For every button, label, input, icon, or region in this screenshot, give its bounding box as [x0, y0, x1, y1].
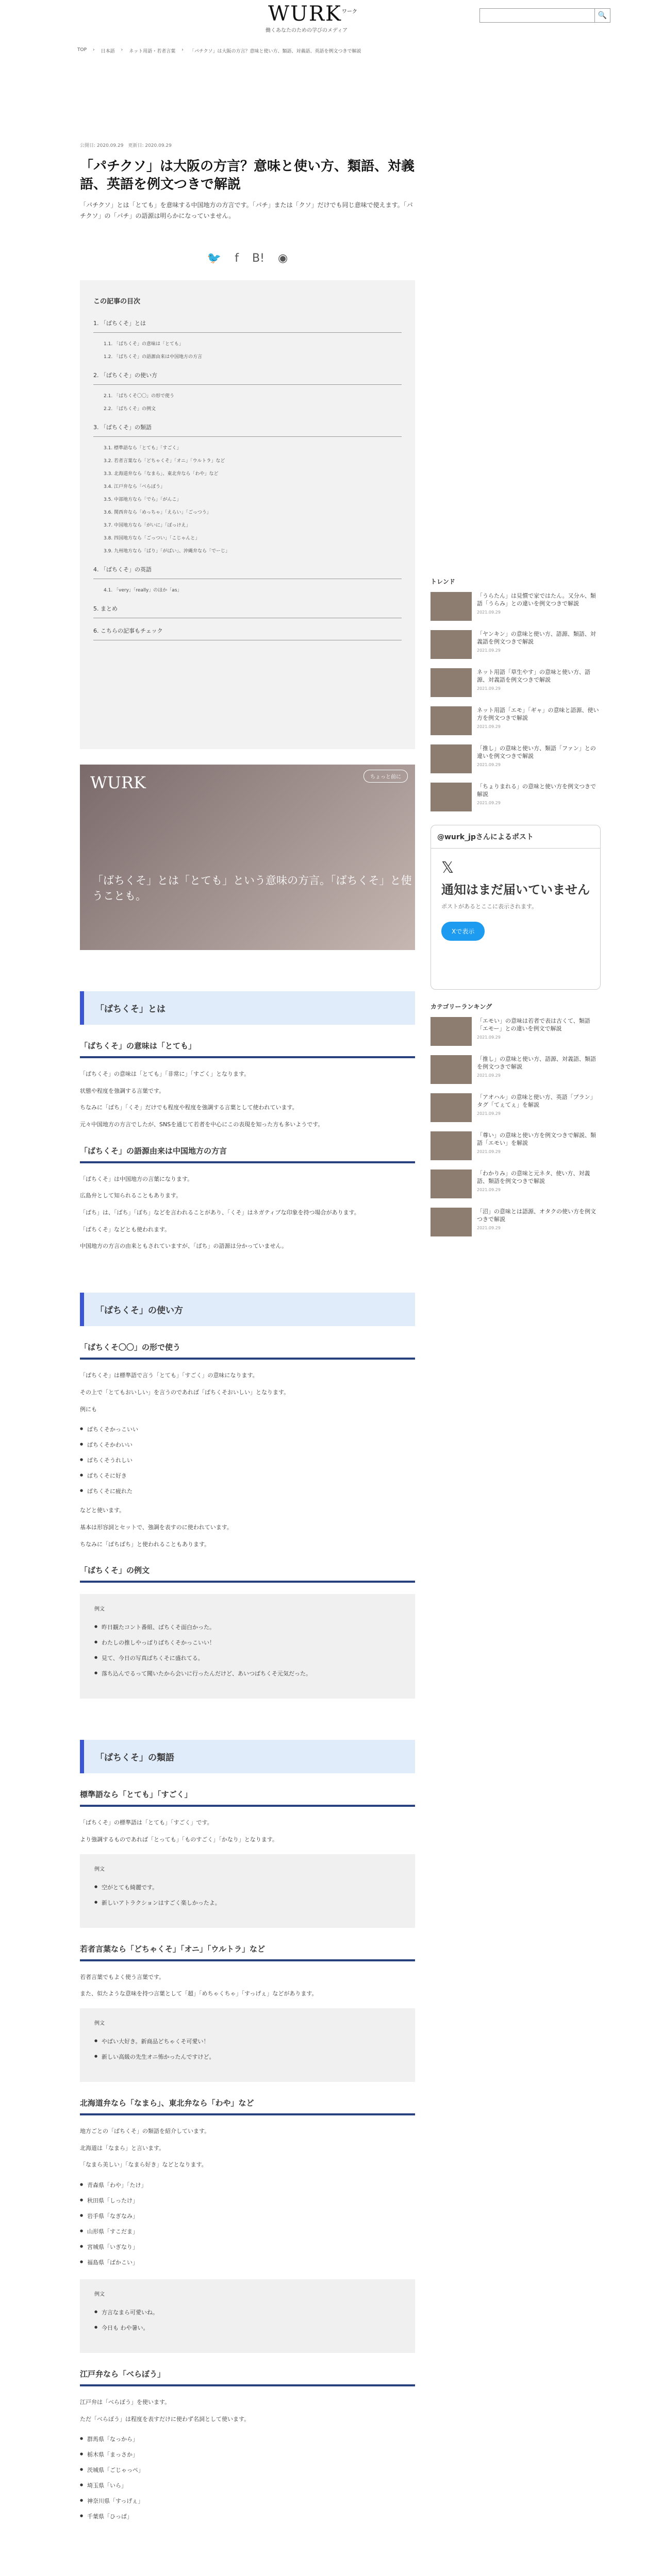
article-dates — [80, 142, 415, 148]
ranking-item-date: 2021.09.29 — [477, 1111, 501, 1116]
trends-item[interactable] — [431, 706, 601, 736]
trends-thumbnail[interactable] — [431, 668, 472, 697]
bullet-item: ● ばちくそに好き — [80, 1468, 415, 1483]
paragraph: 基本は形容詞とセットで、強調を表すのに使われています。 — [80, 1523, 233, 1531]
example-list — [94, 2304, 401, 2335]
article-main — [80, 82, 415, 2531]
toc-subitem[interactable]: 1.1. 「ばちくそ」の意味は「とても」 — [104, 341, 184, 347]
ranking-text — [477, 1017, 601, 1047]
example-label: 例文 — [94, 1606, 105, 1613]
trends-item-date: 2021.09.29 — [477, 686, 501, 691]
table-of-contents — [80, 280, 415, 749]
paragraph: ちなみに「ばちばち」と使われることもあります。 — [80, 1540, 210, 1548]
ranking-item[interactable] — [431, 1017, 601, 1047]
example-item: ● わたしの推しやっぱりばちくそかっこいい！ — [94, 1635, 401, 1650]
paragraph: 例にも — [80, 1405, 97, 1413]
breadcrumb-item[interactable]: 日本語 — [101, 49, 115, 54]
ranking-item-title[interactable]: 「沼」の意味とは語源、オタクの使い方を例文つきで解説 — [477, 1208, 596, 1223]
hero-image — [80, 765, 415, 950]
x-embed — [431, 825, 601, 990]
trends-thumbnail[interactable] — [431, 630, 472, 659]
example-item: ● 新しいアトラクションはすごく楽しかったよ。 — [94, 1895, 401, 1910]
toc-item[interactable]: 3. 「ばちくそ」の類語 — [93, 423, 402, 437]
example-label: 例文 — [94, 2292, 105, 2298]
example-box — [80, 2008, 415, 2082]
search-input[interactable] — [480, 9, 594, 22]
ranking-item[interactable] — [431, 1131, 601, 1161]
toc-subitem[interactable]: 3.7. 中国地方なら「がいに」「ぼっけえ」 — [104, 522, 191, 528]
subsection-heading: 「ばちくそ」の語源由来は中国地方の方言 — [80, 1145, 415, 1163]
bullet-item: ● 群馬県「なっから」 — [80, 2431, 415, 2447]
example-box — [80, 2279, 415, 2353]
x-logo-icon: 𝕏 — [441, 859, 454, 877]
bullet-item: ● 茨城県「ごじゃっぺ」 — [80, 2462, 415, 2478]
trends-text — [477, 592, 601, 622]
ranking-item[interactable] — [431, 1093, 601, 1123]
toc-subitem[interactable]: 3.4. 江戸弁なら「べらぼう」 — [104, 484, 166, 489]
paragraph: 「ばちくそ」は中国地方の言葉になります。 — [80, 1175, 193, 1182]
ranking-text — [477, 1170, 601, 1199]
toc-subitem[interactable]: 3.1. 標準語なら「とても」「すごく」 — [104, 445, 181, 451]
toc-item[interactable]: 5. まとめ — [93, 604, 402, 618]
paragraph: 「ばちくそ」は標準語で言う「とても」「すごく」の意味になります。 — [80, 1372, 258, 1379]
bullet-item: ● 秋田県「しったけ」 — [80, 2193, 415, 2208]
example-label: 例文 — [94, 1866, 105, 1872]
section-heading: 「ばちくそ」とは — [80, 991, 415, 1025]
ranking-text — [477, 1093, 601, 1123]
toc-subitem[interactable]: 3.5. 中部地方なら「でら」「がんこ」 — [104, 497, 181, 502]
ranking-item-date: 2021.09.29 — [477, 1225, 501, 1230]
toc-subitem[interactable]: 3.6. 関西弁なら「めっちゃ」「えらい」「ごっつう」 — [104, 510, 211, 515]
paragraph: ちなみに「ばち」「くそ」だけでも程度や程度を強調する言葉として使われています。 — [80, 1104, 298, 1111]
ranking-text — [477, 1131, 601, 1161]
bullet-list — [80, 1421, 415, 1499]
paragraph: 広島弁として知られることもあります。 — [80, 1192, 182, 1199]
bullet-item: ● 埼玉県「いら」 — [80, 2478, 415, 2493]
toc-subitem[interactable]: 1.2. 「ばちくそ」の語源由来は中国地方の方言 — [104, 354, 203, 360]
trends-item-date: 2021.09.29 — [477, 800, 501, 805]
section-heading: 「ばちくそ」の使い方 — [80, 1293, 415, 1326]
ranking-thumbnail[interactable] — [431, 1208, 472, 1236]
toc-subitem[interactable]: 2.1. 「ばちくそ〇〇」の形で使う — [104, 393, 175, 399]
paragraph: 中国地方の方言の由来ともされていますが、「ばち」の語源は分かっていません。 — [80, 1243, 288, 1250]
site-logo[interactable] — [268, 2, 357, 26]
article-title: 「パチクソ」は大阪の方言？意味と使い方、類語、対義語、英語を例文つきで解説 — [80, 159, 415, 193]
trends-thumbnail[interactable] — [431, 744, 472, 773]
trends-item[interactable] — [431, 630, 601, 660]
example-item: ● 落ち込んでるって聞いたから会いに行ったんだけど、あいつばちくそ元気だった。 — [94, 1666, 401, 1681]
x-view-button[interactable]: Xで表示 — [441, 922, 485, 941]
subsection-heading: 北海道弁なら「なまら」、東北弁なら「わや」など — [80, 2097, 415, 2115]
paragraph: ただ「べらぼう」は程度を表すだけに使わず名詞として使います。 — [80, 2415, 250, 2422]
sidebar — [431, 577, 601, 1246]
x-embed-sub: ポストがあるとここに表示されます。 — [441, 903, 538, 910]
published-date: 公開日: 2020.09.29 — [80, 143, 124, 148]
hero-caption: 「ばちくそ」とは「とても」という意味の方言。「ばちくそ」と使うことも。 — [92, 874, 412, 903]
ranking-item-title[interactable]: 「推し」の意味と使い方、語源、対義語、類語を例文つきで解説 — [477, 1056, 596, 1071]
trends-item-date: 2021.09.29 — [477, 724, 501, 729]
site-tagline: 働くあなたのための学びのメディア — [266, 28, 348, 33]
paragraph: また、似たような意味を持つ言葉として「超」「めちゃくちゃ」「すっげぇ」などがあります。 — [80, 1990, 318, 1997]
bullet-item: ● 栃木県「まっさか」 — [80, 2447, 415, 2462]
trends-item-date: 2021.09.29 — [477, 648, 501, 653]
example-item: ● 見て、今日の写真ばちくそに盛れてる。 — [94, 1650, 401, 1666]
subsection-heading: 「ばちくそ」の例文 — [80, 1565, 415, 1583]
trends-item-title[interactable]: 「ヤンキン」の意味と使い方、語源、類語、対義語を例文つきで解説 — [477, 631, 596, 646]
example-item: ● 昨日観たコント番組、ばちくそ面白かった。 — [94, 1619, 401, 1635]
subsection-heading: 「ばちくそ」の意味は「とても」 — [80, 1040, 415, 1058]
toc-subitem[interactable]: 4.1. 「very」「really」のほか「as」 — [104, 587, 182, 593]
ranking-thumbnail[interactable] — [431, 1131, 472, 1160]
trends-thumbnail[interactable] — [431, 592, 472, 621]
pocket-share-icon[interactable]: ◉ — [277, 251, 288, 265]
toc-item[interactable]: 2. 「ばちくそ」の使い方 — [93, 371, 402, 385]
paragraph: 「ばちくそ」の意味は「とても」「非常に」「すごく」となります。 — [80, 1070, 250, 1077]
trends-item-date: 2021.09.29 — [477, 609, 501, 615]
bullet-item: ● 福島県「ばかこい」 — [80, 2255, 415, 2270]
breadcrumb-item: 「パチクソ」は大阪の方言？意味と使い方、類語、対義語、英語を例文つきで解説 — [189, 49, 361, 54]
example-item: ● 空がとても綺麗です。 — [94, 1879, 401, 1895]
bullet-item: ● 千葉県「ひっぱ」 — [80, 2509, 415, 2524]
ranking-item[interactable] — [431, 1055, 601, 1085]
ranking-item-date: 2021.09.29 — [477, 1035, 501, 1040]
trends-text — [477, 744, 601, 774]
trends-item[interactable] — [431, 783, 601, 812]
ranking-text — [477, 1055, 601, 1085]
paragraph: などと使います。 — [80, 1507, 125, 1514]
ranking-item-date: 2021.09.29 — [477, 1073, 501, 1078]
ranking-title: カテゴリーランキング — [431, 1003, 492, 1010]
toc-subitem[interactable]: 2.2. 「ばちくそ」の例文 — [104, 406, 156, 412]
bullet-item: ● ばちくそに疲れた — [80, 1483, 415, 1499]
paragraph: 「ばち」は、「ばち」「ぼち」などを言われることがあり、「くそ」はネガティブな印象を持つ場合があります。 — [80, 1209, 360, 1216]
ranking-thumbnail[interactable] — [431, 1017, 472, 1046]
bullet-item: ● ばちくそかわいい — [80, 1437, 415, 1452]
twitter-share-icon[interactable]: 🐦 — [207, 251, 222, 265]
paragraph: 地方ごとの「ばちくそ」の類語を紹介しています。 — [80, 2128, 210, 2135]
subsection-heading: 若者言葉なら「どちゃくそ」「オニ」「ウルトラ」など — [80, 1943, 415, 1961]
trends-text — [477, 783, 601, 812]
facebook-share-icon[interactable]: f — [235, 251, 239, 265]
example-item: ● やばい大好き。新商品どちゃくそ可愛い！ — [94, 2033, 401, 2049]
example-box — [80, 1854, 415, 1928]
trends-thumbnail[interactable] — [431, 706, 472, 735]
trend-title: トレンド — [431, 578, 455, 585]
trends-item-title[interactable]: 「ちょりまれる」の意味と使い方を例文つきで解説 — [477, 783, 596, 798]
ranking-thumbnail[interactable] — [431, 1093, 472, 1122]
example-item: ● 方言なまら可愛いね。 — [94, 2304, 401, 2320]
toc-item[interactable]: 6. こちらの記事もチェック — [93, 626, 402, 640]
trends-text — [477, 706, 601, 736]
x-embed-title: 通知はまだ届いていません — [441, 883, 590, 897]
breadcrumb: TOP › 日本語 › ネット用語・若者言葉 › 「パチクソ」は大阪の方言？意味と使い方、類語、対義語、英語を例文つきで解説 — [77, 47, 361, 54]
ranking-item-title[interactable]: 「アオハル」の意味と使い方、英語「ブラン」タグ「てぇてぇ」を解説 — [477, 1094, 596, 1109]
ranking-item-date: 2021.09.29 — [477, 1149, 501, 1154]
trends-item[interactable] — [431, 744, 601, 774]
toc-subitem[interactable]: 3.9. 九州地方なら「ばり」「がばい」、沖縄弁なら「でーじ」 — [104, 548, 230, 554]
bullet-item: ● ばちくそかっこいい — [80, 1421, 415, 1437]
example-box — [80, 1594, 415, 1699]
bullet-list — [80, 2431, 415, 2524]
ranking-text — [477, 1208, 601, 1238]
trends-item[interactable] — [431, 592, 601, 622]
trends-item-title[interactable]: 「推し」の意味と使い方、類語「ファン」との違いを例文つきで解説 — [477, 745, 596, 760]
breadcrumb-item[interactable]: ネット用語・若者言葉 — [129, 49, 176, 54]
ranking-item-title[interactable]: 「尊い」の意味と使い方を例文つきで解説、類語「エモい」を解説 — [477, 1132, 596, 1147]
paragraph: 「ばちくそ」などとも使われます。 — [80, 1226, 171, 1233]
share-buttons — [80, 252, 415, 265]
bullet-item: ● 宮城県「いぎなり」 — [80, 2239, 415, 2255]
breadcrumb-item[interactable]: TOP — [77, 47, 87, 53]
x-embed-bar: @wurk_jpさんによるポスト — [431, 825, 600, 849]
trends-text — [477, 668, 601, 698]
subsection-heading: 標準語なら「とても」「すごく」 — [80, 1789, 415, 1807]
bullet-list — [80, 2177, 415, 2270]
bullet-item: ● 岩手県「なぎなみ」 — [80, 2208, 415, 2224]
example-item: ● 今日も わや暑い。 — [94, 2320, 401, 2335]
example-list — [94, 2033, 401, 2064]
hero-logo: WURK — [90, 772, 146, 792]
paragraph: その上で「とてもおいしい」を言うのであれば「ばちくそおいしい」となります。 — [80, 1388, 290, 1396]
toc-title: この記事の目次 — [93, 297, 141, 306]
paragraph: 若者言葉でもよく使う言葉です。 — [80, 1973, 165, 1980]
article-lead: 「パチクソ」とは「とても」を意味する中国地方の方言です。「パチ」または「クソ」だけでも同じ意味で使えます。「パチクソ」の「パチ」の語源は明らかになっていません。 — [80, 201, 413, 219]
trends-item-date: 2021.09.29 — [477, 762, 501, 767]
bullet-item: ● ばちくそうれしい — [80, 1452, 415, 1468]
toc-subitem[interactable]: 3.8. 四国地方なら「ごっつい」「こじゃんと」 — [104, 535, 200, 541]
trends-item-title[interactable]: 「うらたん」は見慣で家ではたん。又分ル、類語「うらみ」との違いを例文つきで解説 — [477, 592, 596, 607]
toc-item[interactable]: 4. 「ばちくそ」の英語 — [93, 565, 402, 579]
site-header — [0, 0, 662, 57]
bullet-item: ● 神奈川県「すっげぇ」 — [80, 2493, 415, 2509]
trends-item-title[interactable]: ネット用語「草生やす」の意味と使い方、語源、対義語を例文つきで解説 — [477, 669, 590, 684]
bullet-item: ● 青森県「わや」「たけ」 — [80, 2177, 415, 2193]
paragraph: 「ばちくそ」の標準語は「とても」「すごく」です。 — [80, 1819, 213, 1826]
trends-thumbnail[interactable] — [431, 783, 472, 811]
search-button[interactable]: 🔍 — [594, 9, 610, 22]
toc-subitem[interactable]: 3.2. 若者言葉なら「どちゃくそ」「オニ」「ウルトラ」など — [104, 458, 225, 464]
example-item: ● 新しい高級の先生オニ怖かったんですけど。 — [94, 2049, 401, 2064]
toc-subitem[interactable]: 3.3. 北海道弁なら「なまら」、東北弁なら「わや」など — [104, 471, 219, 477]
logo-sup: ワーク — [341, 9, 357, 15]
ranking-item[interactable] — [431, 1208, 601, 1238]
bullet-item: ● 山形県「すこだま」 — [80, 2224, 415, 2239]
logo-text: WURK — [268, 2, 342, 26]
hero-badge: ちょっと前に — [363, 770, 408, 783]
paragraph: 「なまら美しい」「なまら好き」などとなります。 — [80, 2161, 207, 2168]
updated-date: 更新日: 2020.09.29 — [128, 143, 172, 148]
toc-item[interactable]: 1. 「ばちくそ」とは — [93, 319, 402, 333]
ranking-item-title[interactable]: 「エモい」の意味は若者で表は古くて、類語「エモー」との違いを例文で解説 — [477, 1018, 590, 1032]
example-label: 例文 — [94, 2021, 105, 2027]
paragraph: より強調するものであれば「とっても」「ものすごく」「かなり」となります。 — [80, 1836, 278, 1843]
subsection-heading: 江戸弁なら「べらぼう」 — [80, 2368, 415, 2386]
section-heading: 「ばちくそ」の類語 — [80, 1740, 415, 1773]
example-list — [94, 1879, 401, 1910]
paragraph: 江戸弁は「べらぼう」を使います。 — [80, 2399, 171, 2406]
search-box — [479, 8, 610, 23]
ranking-thumbnail[interactable] — [431, 1055, 472, 1084]
ranking-thumbnail[interactable] — [431, 1170, 472, 1198]
trends-text — [477, 630, 601, 660]
paragraph: 元々中国地方の方言でしたが、SNSを通じて若者を中心にこの表現を知った方も多いようです。 — [80, 1121, 324, 1128]
hatena-share-icon[interactable]: B! — [252, 251, 264, 265]
ranking-item-title[interactable]: 「わかりみ」の意味と元ネタ、使い方、対義語、類語を例文つきで解説 — [477, 1170, 590, 1185]
ranking-item[interactable] — [431, 1170, 601, 1199]
paragraph: 北海道は「なまら」と言います。 — [80, 2144, 165, 2151]
ranking-item-date: 2021.09.29 — [477, 1187, 501, 1192]
paragraph: 状態や程度を強調する言葉です。 — [80, 1087, 165, 1094]
trends-item[interactable] — [431, 668, 601, 698]
example-list — [94, 1619, 401, 1681]
trends-item-title[interactable]: ネット用語「エモ」「ギャ」の意味と語源、使い方を例文つきで解説 — [477, 707, 599, 722]
subsection-heading: 「ばちくそ〇〇」の形で使う — [80, 1342, 415, 1360]
